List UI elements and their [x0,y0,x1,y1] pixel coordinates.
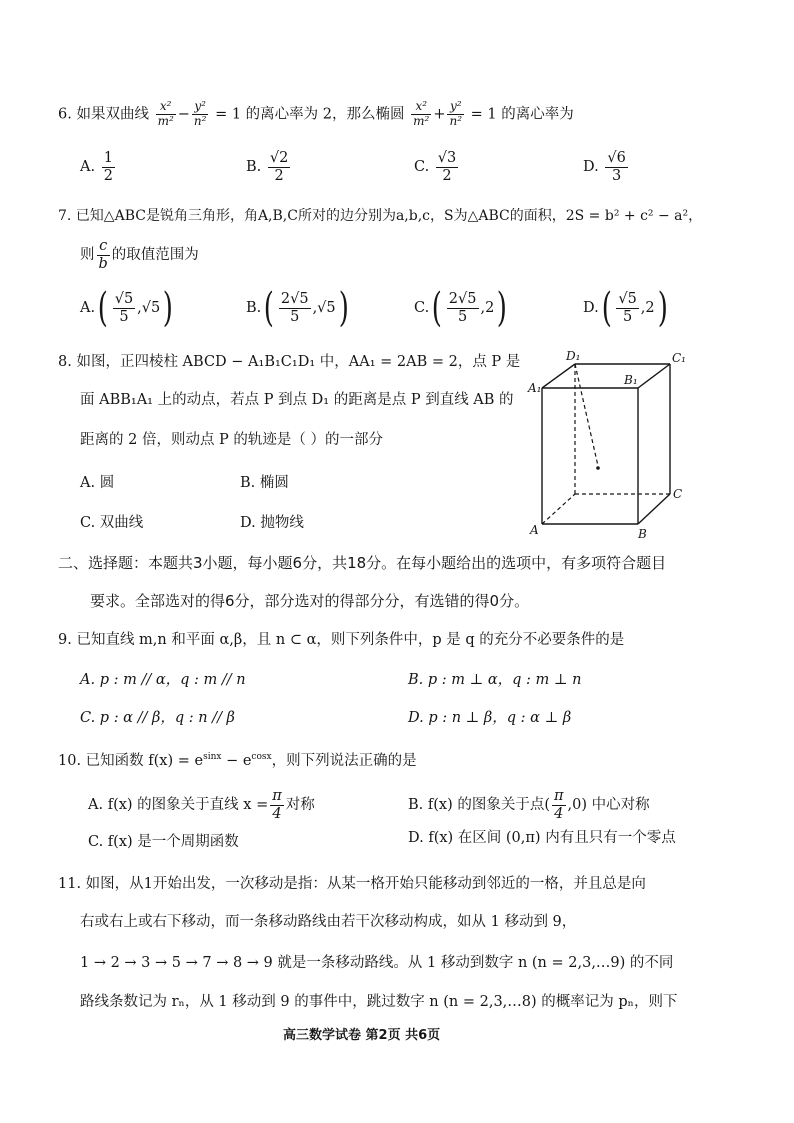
q11-stem-line1: 11. 如图，从1开始出发，一次移动是指：从某一格开始只能移动到邻近的一格，并且总是向 [58,876,646,892]
q10-option-b[interactable]: B. f(x) 的图象关于点( $\frac{\pi}{4}$ ,0) 中心对称 [408,788,650,822]
label-a: A [530,523,539,537]
q8-option-d[interactable]: D. 抛物线 [240,515,304,531]
q7-stem-line2: 则 $\frac{c}{b}$ 的取值范围为 [80,238,199,272]
q7-option-b[interactable]: B.( $\frac{2√5}{5}$ ,√5) [246,285,349,331]
q6-option-a-fraction: $\frac{1}{2}$ [103,150,113,184]
q6-ellipse-rest: = 1 的离心率为 [470,106,574,123]
q8-stem-line1: 8. 如图，正四棱柱 ABCD − A₁B₁C₁D₁ 中，AA₁ = 2AB = 2，点 P 是 [58,354,521,370]
q9-option-b[interactable]: B. p : m ⊥ α，q : m ⊥ n [408,672,582,688]
edge-d1-a1 [542,364,575,388]
q7-option-a[interactable]: A.( $\frac{√5}{5}$ ,√5) [80,285,174,331]
q6-option-b[interactable]: B. $\frac{√2}{2}$ [246,150,289,184]
q6-option-a[interactable]: A. $\frac{1}{2}$ [80,150,113,184]
q6-hyperbola-y-term: $\frac{\text{y²}}{\text{n²}}$ [193,99,207,128]
q8-option-a[interactable]: A. 圆 [80,475,115,491]
q6-hyperbola-rest: = 1 的离心率为 2，那么椭圆 [215,106,405,123]
q7-stem-line1: 7. 已知△ABC是锐角三角形，角A,B,C所对的边分别为a,b,c，S为△ABC的面积，2S = b² + c² − a²， [58,208,703,224]
q6-option-c[interactable]: C. $\frac{√3}{2}$ [414,150,457,184]
section2-heading-line2: 要求。全部选对的得6分，部分选对的得部分分，有选错的得0分。 [90,592,530,610]
q6-hyperbola-x-term: $\frac{\text{x²}}{\text{m²}}$ [157,99,174,128]
q7-c-over-b: $\frac{c}{b}$ [98,238,108,272]
q6-option-d-fraction: $\frac{√6}{3}$ [607,150,626,184]
q9-option-a[interactable]: A. p : m // α，q : m // n [80,672,246,688]
q9-option-d[interactable]: D. p : n ⊥ β，q : α ⊥ β [408,710,572,726]
q8-option-c[interactable]: C. 双曲线 [80,515,144,531]
q11-stem-line2: 右或右上或右下移动，而一条移动路线由若干次移动构成，如从 1 移动到 9， [80,914,577,930]
q11-stem-line3: 1 → 2 → 3 → 5 → 7 → 8 → 9 就是一条移动路线。从 1 移动到数字 n (n = 2,3,…9) 的不同 [80,955,674,971]
hidden-segment-d1-p [575,364,598,466]
q8-option-b[interactable]: B. 椭圆 [240,475,289,491]
q10-option-d[interactable]: D. f(x) 在区间 (0,π) 内有且只有一个零点 [408,830,676,846]
q6-option-b-fraction: $\frac{√2}{2}$ [269,150,289,184]
q6-intro: 如果双曲线 [76,106,149,123]
label-a1: A₁ [528,381,542,395]
q6-number: 6. [58,106,72,123]
q6-stem: 6. 如果双曲线 $\frac{\text{x²}}{\text{m²}}$ − $\frac{\text{y²}}{\text{n²}}$ = 1 的离心率为 2，那么椭圆 $\frac{\text{x²}}{\text{m²}}$ + $\frac{\text{y²}}{\text{n²}}$ = 1 的离心率为 [58,99,574,128]
edge-b1-c1 [638,364,670,388]
q10-stem: 10. 已知函数 $f(x) = e^{sinx} - e^{cosx}$，则下列说法正确的是 [58,752,417,769]
hidden-edge-a-d [542,494,575,524]
q11-stem-line4: 路线条数记为 rₙ，从 1 移动到 9 的事件中，跳过数字 n (n = 2,3,…8) 的概率记为 pₙ，则下 [80,994,678,1010]
label-b: B [638,527,647,541]
point-p [596,466,600,470]
section2-heading-line1: 二、选择题：本题共3小题，每小题6分，共18分。在每小题给出的选项中，有多项符合题目 [58,554,667,572]
q9-stem: 9. 已知直线 m,n 和平面 α,β，且 n ⊂ α，则下列条件中，p 是 q 的充分不必要条件的是 [58,632,625,648]
label-c: C [673,487,683,501]
q8-stem-line3: 距离的 2 倍，则动点 P 的轨迹是（ ）的一部分 [80,432,384,448]
label-d1: D₁ [566,349,581,363]
q10-option-c[interactable]: C. f(x) 是一个周期函数 [88,834,239,850]
q7-option-d[interactable]: D.( $\frac{√5}{5}$ ,2) [583,285,668,331]
q7-option-c[interactable]: C.( $\frac{2√5}{5}$ ,2) [414,285,508,331]
label-c1: C₁ [672,351,686,365]
q6-ellipse-y-term: $\frac{\text{y²}}{\text{n²}}$ [449,99,463,128]
page-footer: 高三数学试卷 第2页 共6页 [283,1028,441,1043]
q8-stem-line2: 面 ABB₁A₁ 上的动点，若点 P 到点 D₁ 的距离是点 P 到直线 AB 的 [80,392,514,408]
q8-prism-figure [520,348,720,548]
q6-option-d[interactable]: D. $\frac{√6}{3}$ [583,150,626,184]
q6-option-c-fraction: $\frac{√3}{2}$ [437,150,457,184]
q9-option-c[interactable]: C. p : α // β，q : n // β [80,710,235,726]
edge-b-c [638,494,670,524]
q6-ellipse-x-term: $\frac{\text{x²}}{\text{m²}}$ [413,99,430,128]
q10-option-a[interactable]: A. f(x) 的图象关于直线 x = $\frac{\pi}{4}$ 对称 [88,788,315,822]
label-b1: B₁ [624,373,638,387]
